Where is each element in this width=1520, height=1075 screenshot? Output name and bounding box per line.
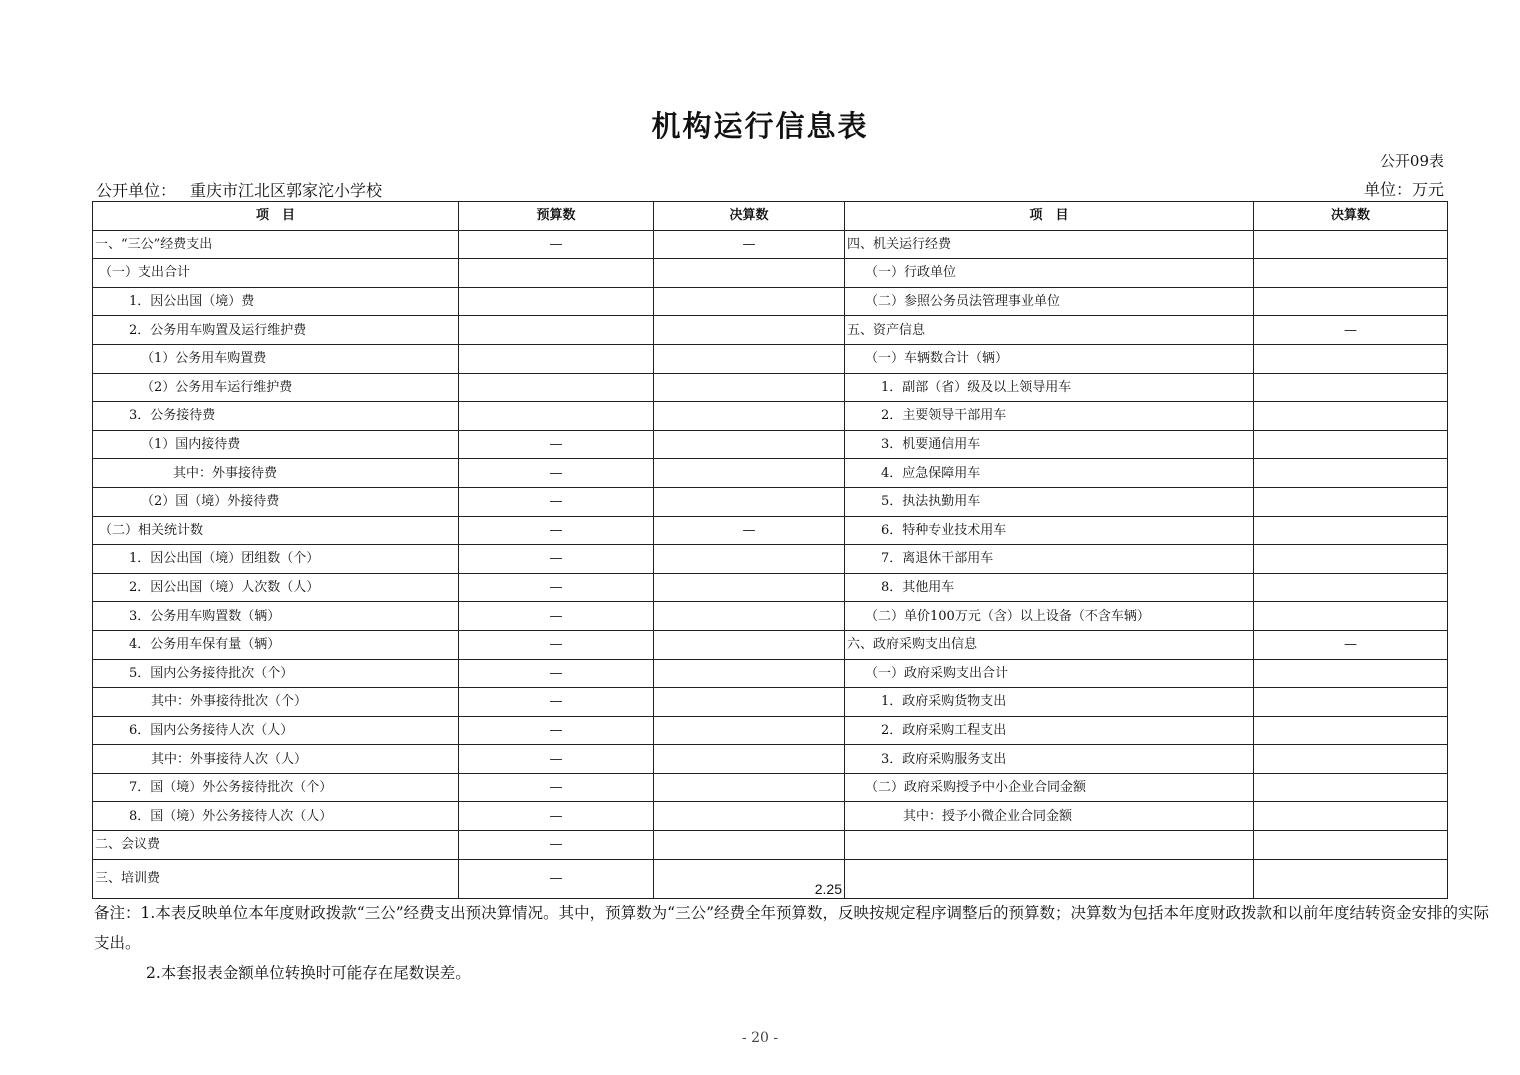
right-item — [845, 859, 1254, 898]
left-budget: — — [459, 688, 654, 717]
right-final — [1254, 831, 1448, 860]
right-item: 五、资产信息 — [845, 316, 1254, 345]
left-budget: — — [459, 745, 654, 774]
left-budget: — — [459, 773, 654, 802]
left-item: 8．国（境）外公务接待人次（人） — [93, 802, 459, 831]
right-final — [1254, 459, 1448, 488]
header-right-final: 决算数 — [1254, 202, 1448, 231]
left-item: 2．公务用车购置及运行维护费 — [93, 316, 459, 345]
right-item: （一）政府采购支出合计 — [845, 659, 1254, 688]
left-final — [654, 259, 845, 288]
left-budget — [459, 316, 654, 345]
table-row — [93, 230, 1448, 259]
table-header-row — [93, 202, 1448, 231]
right-item: 其中：授予小微企业合同金额 — [845, 802, 1254, 831]
left-budget: — — [459, 459, 654, 488]
left-final — [654, 802, 845, 831]
left-final — [654, 573, 845, 602]
right-final — [1254, 545, 1448, 574]
right-final — [1254, 487, 1448, 516]
left-budget: — — [459, 630, 654, 659]
left-budget: — — [459, 430, 654, 459]
left-final — [654, 745, 845, 774]
table-row — [93, 688, 1448, 717]
form-number: 公开09表 — [1379, 152, 1444, 170]
money-unit: 单位：万元 — [1363, 180, 1444, 199]
left-item: （2）国（境）外接待费 — [93, 487, 459, 516]
left-final — [654, 344, 845, 373]
right-final — [1254, 688, 1448, 717]
page-number: - 20 - — [741, 1030, 779, 1046]
left-item: 5．国内公务接待批次（个） — [93, 659, 459, 688]
left-item: （1）国内接待费 — [93, 430, 459, 459]
left-final — [654, 716, 845, 745]
left-item: 其中：外事接待费 — [93, 459, 459, 488]
left-final — [654, 316, 845, 345]
right-item: 四、机关运行经费 — [845, 230, 1254, 259]
left-final — [654, 402, 845, 431]
left-budget — [459, 373, 654, 402]
right-final — [1254, 430, 1448, 459]
page-title: 机构运行信息表 — [651, 109, 869, 143]
left-item: 二、会议费 — [93, 831, 459, 860]
table-row — [93, 602, 1448, 631]
left-budget: — — [459, 716, 654, 745]
left-final — [654, 602, 845, 631]
table-row — [93, 487, 1448, 516]
left-final — [654, 545, 845, 574]
table-row — [93, 659, 1448, 688]
left-final — [654, 630, 845, 659]
table-row — [93, 630, 1448, 659]
right-item: 3．机要通信用车 — [845, 430, 1254, 459]
reporting-unit — [96, 178, 382, 201]
left-final — [654, 430, 845, 459]
right-final — [1254, 230, 1448, 259]
left-item: 一、“三公”经费支出 — [93, 230, 459, 259]
right-final — [1254, 745, 1448, 774]
right-final: — — [1254, 630, 1448, 659]
left-budget: — — [459, 602, 654, 631]
right-final — [1254, 716, 1448, 745]
table-row — [93, 716, 1448, 745]
right-final — [1254, 659, 1448, 688]
right-item: 8．其他用车 — [845, 573, 1254, 602]
left-item: 3．公务用车购置数（辆） — [93, 602, 459, 631]
table-row — [93, 402, 1448, 431]
left-final — [654, 688, 845, 717]
right-final — [1254, 573, 1448, 602]
left-budget — [459, 344, 654, 373]
right-item: 7．离退休干部用车 — [845, 545, 1254, 574]
table-row — [93, 459, 1448, 488]
right-item: 2．政府采购工程支出 — [845, 716, 1254, 745]
note-2: 2.本套报表金额单位转换时可能存在尾数误差。 — [146, 964, 471, 982]
right-item: 六、政府采购支出信息 — [845, 630, 1254, 659]
left-item: 7．国（境）外公务接待批次（个） — [93, 773, 459, 802]
table-row — [93, 773, 1448, 802]
right-item — [845, 831, 1254, 860]
left-budget: — — [459, 516, 654, 545]
right-item: （二）参照公务员法管理事业单位 — [845, 287, 1254, 316]
left-item: 3．公务接待费 — [93, 402, 459, 431]
right-final — [1254, 287, 1448, 316]
unit-name: 重庆市江北区郭家沱小学校 — [190, 181, 383, 200]
note-1: 备注：1.本表反映单位本年度财政拨款“三公”经费支出预决算情况。其中，预算数为“三公”经费全年预算数，反映按规定程序调整后的预算数；决算数为包括本年度财政拨款和以前年度结转资金安排的实际支出。 — [94, 904, 1489, 952]
right-final — [1254, 859, 1448, 898]
left-item: 1．因公出国（境）费 — [93, 287, 459, 316]
left-budget: — — [459, 802, 654, 831]
unit-label: 公开单位： — [96, 181, 177, 200]
left-item: 2．因公出国（境）人次数（人） — [93, 573, 459, 602]
left-budget: — — [459, 573, 654, 602]
left-item: 4．公务用车保有量（辆） — [93, 630, 459, 659]
left-item: 1．因公出国（境）团组数（个） — [93, 545, 459, 574]
left-budget: — — [459, 659, 654, 688]
left-budget: — — [459, 487, 654, 516]
table-row — [93, 316, 1448, 345]
right-item: 1．副部（省）级及以上领导用车 — [845, 373, 1254, 402]
left-item: 三、培训费 — [93, 859, 459, 898]
table-row — [93, 259, 1448, 288]
right-item: （二）单价100万元（含）以上设备（不含车辆） — [845, 602, 1254, 631]
left-budget — [459, 402, 654, 431]
table-row — [93, 802, 1448, 831]
left-item: （1）公务用车购置费 — [93, 344, 459, 373]
right-item: 2．主要领导干部用车 — [845, 402, 1254, 431]
left-item: 6．国内公务接待人次（人） — [93, 716, 459, 745]
header-left-budget: 预算数 — [459, 202, 654, 231]
header-left-item: 项 目 — [93, 202, 459, 231]
left-final — [654, 373, 845, 402]
left-budget — [459, 259, 654, 288]
right-item: 4．应急保障用车 — [845, 459, 1254, 488]
left-final — [654, 773, 845, 802]
left-item: （二）相关统计数 — [93, 516, 459, 545]
left-final: 2.25 — [654, 859, 845, 898]
left-budget — [459, 287, 654, 316]
table-row — [93, 287, 1448, 316]
table-row — [93, 430, 1448, 459]
right-item: （一）车辆数合计（辆） — [845, 344, 1254, 373]
left-final: — — [654, 230, 845, 259]
left-final: — — [654, 516, 845, 545]
right-final — [1254, 373, 1448, 402]
right-final — [1254, 602, 1448, 631]
right-final — [1254, 802, 1448, 831]
table-row — [93, 344, 1448, 373]
table-row — [93, 373, 1448, 402]
right-final — [1254, 516, 1448, 545]
left-final — [654, 659, 845, 688]
left-final — [654, 487, 845, 516]
right-final: — — [1254, 316, 1448, 345]
right-item: （一）行政单位 — [845, 259, 1254, 288]
right-item: 5．执法执勤用车 — [845, 487, 1254, 516]
left-budget: — — [459, 831, 654, 860]
right-final — [1254, 773, 1448, 802]
right-final — [1254, 344, 1448, 373]
right-item: 6．特种专业技术用车 — [845, 516, 1254, 545]
header-left-final: 决算数 — [654, 202, 845, 231]
table-row — [93, 516, 1448, 545]
header-right-item: 项 目 — [845, 202, 1254, 231]
table-row — [93, 545, 1448, 574]
left-final — [654, 831, 845, 860]
left-item: （一）支出合计 — [93, 259, 459, 288]
left-item: 其中：外事接待人次（人） — [93, 745, 459, 774]
right-final — [1254, 402, 1448, 431]
right-final — [1254, 259, 1448, 288]
right-item: 1．政府采购货物支出 — [845, 688, 1254, 717]
left-item: 其中：外事接待批次（个） — [93, 688, 459, 717]
left-final — [654, 287, 845, 316]
right-item: （二）政府采购授予中小企业合同金额 — [845, 773, 1254, 802]
table-row — [93, 831, 1448, 860]
right-item: 3．政府采购服务支出 — [845, 745, 1254, 774]
left-budget: — — [459, 859, 654, 898]
left-final — [654, 459, 845, 488]
info-table — [92, 201, 1448, 899]
table-row — [93, 859, 1448, 898]
left-budget: — — [459, 230, 654, 259]
left-item: （2）公务用车运行维护费 — [93, 373, 459, 402]
table-row — [93, 573, 1448, 602]
left-budget: — — [459, 545, 654, 574]
notes — [94, 898, 1489, 988]
table-row — [93, 745, 1448, 774]
